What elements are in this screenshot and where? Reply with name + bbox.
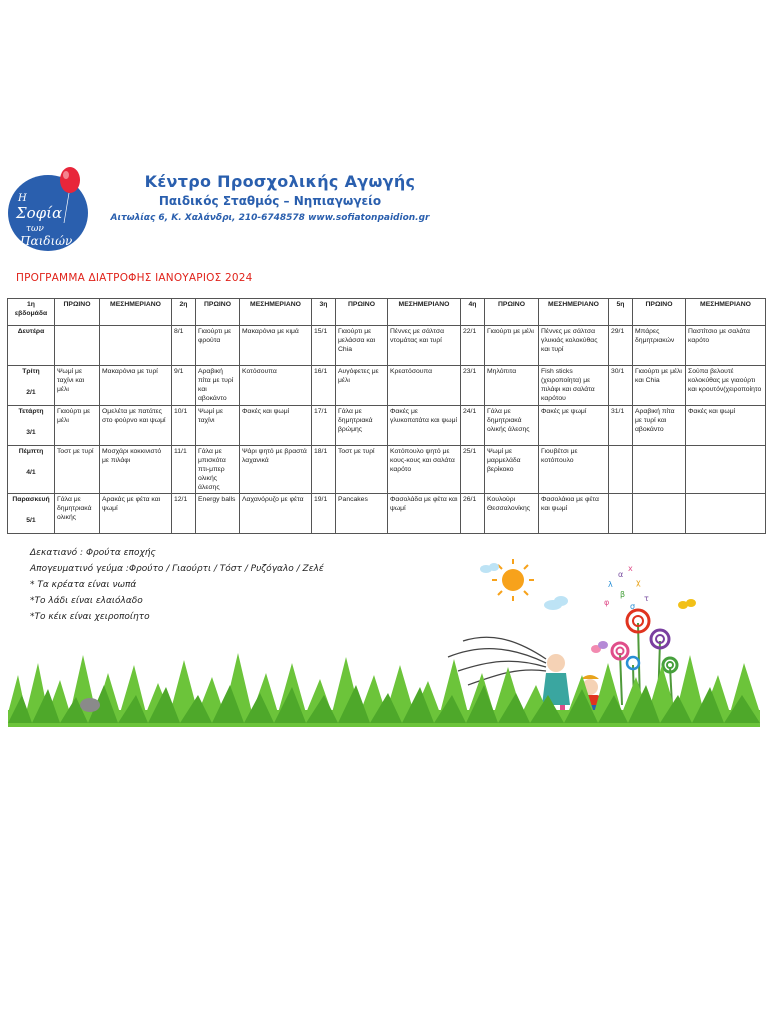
header-cell: ΜΕΣΗΜΕΡΙΑΝΟ bbox=[539, 299, 609, 326]
table-cell: Pancakes bbox=[336, 494, 388, 534]
table-cell: 18/1 bbox=[312, 446, 336, 494]
table-cell: Κοτόπουλο ψητό με κους-κους και σαλάτα καρότο bbox=[388, 446, 461, 494]
table-cell: 19/1 bbox=[312, 494, 336, 534]
meal-plan-table bbox=[7, 298, 766, 534]
day-cell bbox=[8, 366, 55, 406]
hair-swirl bbox=[448, 637, 546, 685]
table-cell: 31/1 bbox=[609, 406, 633, 446]
header-cell: ΠΡΩΙΝΟ bbox=[336, 299, 388, 326]
table-cell: 24/1 bbox=[461, 406, 485, 446]
table-cell: Κουλούρι Θεσσαλονίκης bbox=[485, 494, 539, 534]
header-cell: 4η bbox=[461, 299, 485, 326]
table-cell: Ψάρι ψητό με βραστά λαχανικά bbox=[240, 446, 312, 494]
table-cell: Παστίτσιο με σαλάτα καρότο bbox=[686, 326, 766, 366]
header-cell: 2η bbox=[172, 299, 196, 326]
table-cell: Φασολάδα με φέτα και ψωμί bbox=[388, 494, 461, 534]
table-cell: Ψωμί με μαρμελάδα βερίκοκο bbox=[485, 446, 539, 494]
table-cell: Φακές με γλυκοπατάτα και ψωμί bbox=[388, 406, 461, 446]
note-snack: Δεκατιανό : Φρούτα εποχής bbox=[30, 548, 156, 558]
butterfly-icon bbox=[678, 599, 696, 609]
header-cell: ΠΡΩΙΝΟ bbox=[196, 299, 240, 326]
table-cell: Μοσχάρι κοκκινιστό με πιλάφι bbox=[100, 446, 172, 494]
table-cell: Πέννες με σάλτσα ντομάτας και τυρί bbox=[388, 326, 461, 366]
rock-icon bbox=[80, 698, 100, 712]
org-address: Αιτωλίας 6, Κ. Χαλάνδρι, 210-6748578 www.sofiatonpaidion.gr bbox=[110, 213, 430, 223]
table-cell: Ψωμί με ταχίνι και μέλι bbox=[55, 366, 100, 406]
header-cell: ΜΕΣΗΜΕΡΙΑΝΟ bbox=[240, 299, 312, 326]
day-date: 3/1 bbox=[26, 429, 36, 437]
table-cell: Γιαούρτι με μελάσσα και Chia bbox=[336, 326, 388, 366]
logo bbox=[6, 163, 92, 255]
table-cell: Γάλα με μπισκότα πτι-μπερ ολικής άλεσης bbox=[196, 446, 240, 494]
table-cell bbox=[633, 494, 686, 534]
table-cell: 16/1 bbox=[312, 366, 336, 406]
table-cell: 10/1 bbox=[172, 406, 196, 446]
table-cell: 29/1 bbox=[609, 326, 633, 366]
day-cell bbox=[8, 494, 55, 534]
table-cell: Μηλόπιτα bbox=[485, 366, 539, 406]
table-cell: Αραβική πίτα με τυρί και αβοκάντο bbox=[196, 366, 240, 406]
table-cell: Τοστ με τυρί bbox=[336, 446, 388, 494]
table-cell: 25/1 bbox=[461, 446, 485, 494]
table-cell: Γάλα με δημητριακά βρώμης bbox=[336, 406, 388, 446]
table-cell: Αυγόφετες με μέλι bbox=[336, 366, 388, 406]
table-cell: Μπάρες δημητριακών bbox=[633, 326, 686, 366]
header-cell: 5η bbox=[609, 299, 633, 326]
table-cell: Γάλα με δημητριακά ολικής άλεσης bbox=[485, 406, 539, 446]
day-cell bbox=[8, 406, 55, 446]
decor-letter: σ bbox=[630, 602, 636, 611]
header-cell: ΠΡΩΙΝΟ bbox=[485, 299, 539, 326]
table-row bbox=[8, 366, 766, 406]
table-cell: 11/1 bbox=[172, 446, 196, 494]
table-row bbox=[8, 494, 766, 534]
table-cell: Μακαρόνια με τυρί bbox=[100, 366, 172, 406]
table-cell: Λαχανόρυζο με φέτα bbox=[240, 494, 312, 534]
day-name: Παρασκευή bbox=[12, 496, 50, 504]
table-cell: 30/1 bbox=[609, 366, 633, 406]
table-cell: Γιαούρτι με μέλι bbox=[485, 326, 539, 366]
table-cell: Πέννες με σάλτσα γλυκιάς κολοκύθας και τυρί bbox=[539, 326, 609, 366]
table-cell bbox=[55, 326, 100, 366]
table-cell: Αραβική πίτα με τυρί και αβοκάντο bbox=[633, 406, 686, 446]
day-cell bbox=[8, 446, 55, 494]
table-cell: Γιαούρτι με μέλι και Chia bbox=[633, 366, 686, 406]
table-cell: Φακές και ψωμί bbox=[240, 406, 312, 446]
header bbox=[110, 172, 430, 223]
table-cell: Μακαρόνια με κιμά bbox=[240, 326, 312, 366]
note-cake: *Το κέικ είναι χειροποίητο bbox=[30, 612, 150, 622]
org-name: Κέντρο Προσχολικής Αγωγής bbox=[144, 172, 416, 191]
table-cell: Φασολάκια με φέτα και ψωμί bbox=[539, 494, 609, 534]
table-cell: Γιαούρτι με φρούτα bbox=[196, 326, 240, 366]
table-cell: Κοτόσουπα bbox=[240, 366, 312, 406]
table-row bbox=[8, 406, 766, 446]
decor-letter: τ bbox=[644, 594, 649, 603]
table-cell: 26/1 bbox=[461, 494, 485, 534]
day-cell bbox=[8, 326, 55, 366]
table-cell: Γιαούρτι με μέλι bbox=[55, 406, 100, 446]
decor-letter: φ bbox=[604, 598, 610, 607]
table-cell: 8/1 bbox=[172, 326, 196, 366]
table-cell: Fish sticks (χειροποίητα) με πιλάφι και σαλάτα καρότου bbox=[539, 366, 609, 406]
table-cell: Ομελέτα με πατάτες στο φούρνο και ψωμί bbox=[100, 406, 172, 446]
table-cell: Φακές και ψωμί bbox=[686, 406, 766, 446]
header-cell: 1η εβδομάδα bbox=[8, 299, 55, 326]
table-cell: 9/1 bbox=[172, 366, 196, 406]
logo-text-4: Παιδιών bbox=[20, 234, 73, 248]
decor-letter: χ bbox=[636, 578, 641, 587]
table-cell: Γιουβέτσι με κοτόπουλο bbox=[539, 446, 609, 494]
day-name: Τετάρτη bbox=[18, 408, 44, 415]
table-cell: Σούπα βελουτέ κολοκύθας με γιαούρτι και κρουτόν(χειροποίητο bbox=[686, 366, 766, 406]
table-cell bbox=[609, 494, 633, 534]
decor-letter: α bbox=[618, 570, 624, 579]
day-date: 4/1 bbox=[26, 469, 36, 477]
table-cell: Αρακάς με φέτα και ψωμί bbox=[100, 494, 172, 534]
logo-text-1: Η bbox=[18, 193, 27, 204]
table-cell: Κρεατόσουπα bbox=[388, 366, 461, 406]
header-cell: ΠΡΩΙΝΟ bbox=[633, 299, 686, 326]
table-header-row bbox=[8, 299, 766, 326]
note-afternoon: Απογευματινό γεύμα :Φρούτο / Γιαούρτι / Τόστ / Ρυζόγαλο / Ζελέ bbox=[30, 564, 324, 574]
day-name: Τρίτη bbox=[22, 368, 40, 375]
day-name: Πέμπτη bbox=[18, 448, 44, 455]
day-date: 5/1 bbox=[26, 517, 36, 525]
org-subtitle: Παιδικός Σταθμός – Νηπιαγωγείο bbox=[158, 194, 382, 208]
table-cell: Τοστ με τυρί bbox=[55, 446, 100, 494]
decor-letter: x bbox=[628, 564, 633, 573]
table-cell: 17/1 bbox=[312, 406, 336, 446]
header-cell: 3η bbox=[312, 299, 336, 326]
table-cell: Φακές με ψωμί bbox=[539, 406, 609, 446]
document-title: ΠΡΟΓΡΑΜΜΑ ΔΙΑΤΡΟΦΗΣ ΙΑΝΟΥΑΡΙΟΣ 2024 bbox=[16, 272, 253, 284]
table-cell: Energy balls bbox=[196, 494, 240, 534]
table-cell: Γάλα με δημητριακά ολικής bbox=[55, 494, 100, 534]
note-oil: *Το λάδι είναι ελαιόλαδο bbox=[30, 596, 143, 606]
table-cell bbox=[633, 446, 686, 494]
balloon-icon bbox=[60, 167, 80, 193]
table-cell: 15/1 bbox=[312, 326, 336, 366]
notes-block bbox=[30, 545, 324, 625]
table-cell: 22/1 bbox=[461, 326, 485, 366]
note-meat: * Τα κρέατα είναι νωπά bbox=[30, 580, 137, 590]
table-row bbox=[8, 446, 766, 494]
table-cell bbox=[686, 494, 766, 534]
decor-letter: β bbox=[620, 590, 626, 599]
table-cell bbox=[100, 326, 172, 366]
decor-letter: λ bbox=[608, 580, 613, 589]
table-cell: Ψωμί με ταχίνι bbox=[196, 406, 240, 446]
table-cell bbox=[609, 446, 633, 494]
cloud-icon bbox=[480, 563, 568, 610]
day-date: 2/1 bbox=[26, 389, 36, 397]
table-cell: 23/1 bbox=[461, 366, 485, 406]
table-cell bbox=[686, 446, 766, 494]
header-cell: ΠΡΩΙΝΟ bbox=[55, 299, 100, 326]
table-row bbox=[8, 326, 766, 366]
day-name: Δευτέρα bbox=[17, 328, 45, 335]
header-cell: ΜΕΣΗΜΕΡΙΑΝΟ bbox=[388, 299, 461, 326]
header-cell: ΜΕΣΗΜΕΡΙΑΝΟ bbox=[100, 299, 172, 326]
table-cell: 12/1 bbox=[172, 494, 196, 534]
butterfly-icon bbox=[591, 641, 608, 653]
logo-text-3: των bbox=[26, 224, 44, 234]
logo-text-2: Σοφία bbox=[16, 204, 63, 222]
header-cell: ΜΕΣΗΜΕΡΙΑΝΟ bbox=[686, 299, 766, 326]
